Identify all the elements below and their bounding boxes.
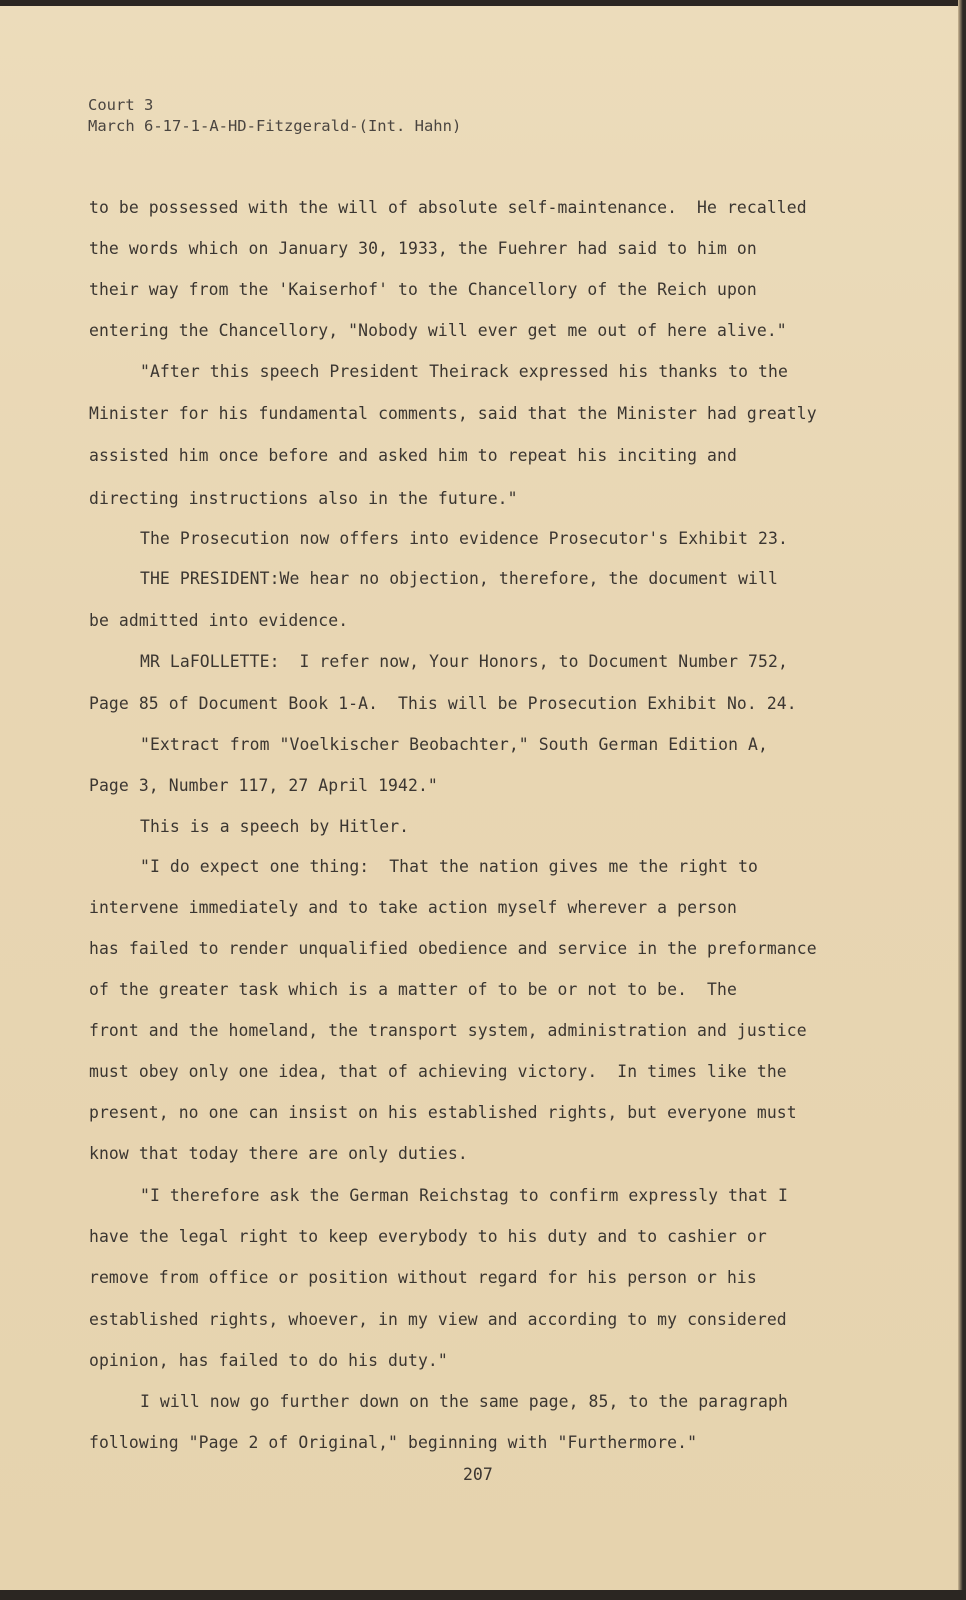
text-line: assisted him once before and asked him to repeat his inciting and <box>89 446 737 465</box>
text-line: "Extract from "Voelkischer Beobachter," South German Edition A, <box>140 735 768 754</box>
text-line: of the greater task which is a matter of to be or not to be. The <box>89 980 737 999</box>
text-line: their way from the 'Kaiserhof' to the Chancellory of the Reich upon <box>89 280 757 299</box>
text-line: established rights, whoever, in my view and according to my considered <box>89 1310 787 1329</box>
text-line: "After this speech President Theirack expressed his thanks to the <box>140 362 788 381</box>
text-line: Page 85 of Document Book 1-A. This will be Prosecution Exhibit No. 24. <box>89 694 797 713</box>
text-line: must obey only one idea, that of achieving victory. In times like the <box>89 1062 787 1081</box>
text-line: The Prosecution now offers into evidence Prosecutor's Exhibit 23. <box>140 529 788 548</box>
page-number: 207 <box>463 1465 493 1484</box>
text-line: to be possessed with the will of absolute self-maintenance. He recalled <box>89 198 807 217</box>
text-line: "I therefore ask the German Reichstag to confirm expressly that I <box>140 1186 788 1205</box>
text-line: the words which on January 30, 1933, the Fuehrer had said to him on <box>89 239 757 258</box>
scan-border-bottom <box>0 1590 966 1600</box>
text-line: following "Page 2 of Original," beginning with "Furthermore." <box>89 1433 698 1452</box>
header-session: March 6-17-1-A-HD-Fitzgerald-(Int. Hahn) <box>88 117 462 135</box>
text-line: entering the Chancellory, "Nobody will ever get me out of here alive." <box>89 321 787 340</box>
text-line: intervene immediately and to take action myself wherever a person <box>89 898 737 917</box>
text-line: MR LaFOLLETTE: I refer now, Your Honors, to Document Number 752, <box>140 652 788 671</box>
text-line: know that today there are only duties. <box>89 1144 468 1163</box>
text-line: has failed to render unqualified obedience and service in the preformance <box>89 939 817 958</box>
text-line: This is a speech by Hitler. <box>140 817 410 836</box>
header-court: Court 3 <box>88 96 154 114</box>
text-line: I will now go further down on the same page, 85, to the paragraph <box>140 1392 788 1411</box>
text-line: directing instructions also in the future." <box>89 489 518 508</box>
text-line: opinion, has failed to do his duty." <box>89 1351 448 1370</box>
text-line: Page 3, Number 117, 27 April 1942." <box>89 776 438 795</box>
text-line: front and the homeland, the transport system, administration and justice <box>89 1021 807 1040</box>
text-line: have the legal right to keep everybody to his duty and to cashier or <box>89 1227 767 1246</box>
document-header <box>88 95 461 137</box>
text-line: THE PRESIDENT:We hear no objection, therefore, the document will <box>140 569 778 588</box>
text-line: Minister for his fundamental comments, said that the Minister had greatly <box>89 404 817 423</box>
text-line: be admitted into evidence. <box>89 611 349 630</box>
text-line: "I do expect one thing: That the nation gives me the right to <box>140 857 759 876</box>
text-line: remove from office or position without regard for his person or his <box>89 1268 757 1287</box>
scan-border-right <box>958 0 966 1600</box>
scan-border-top <box>0 0 966 6</box>
text-line: present, no one can insist on his established rights, but everyone must <box>89 1103 797 1122</box>
